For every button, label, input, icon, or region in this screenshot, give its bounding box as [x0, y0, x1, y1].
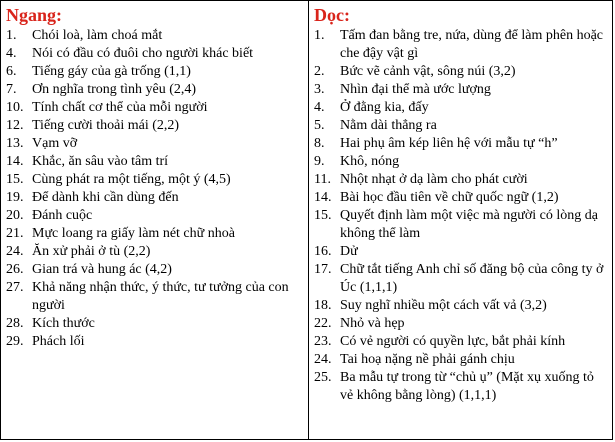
down-clue [314, 297, 609, 315]
across-clue [6, 207, 304, 225]
clue-number: 4. [314, 100, 325, 115]
clue-text: Tấm đan bằng tre, nứa, dùng để làm phên hoặc che đậy vật gì [340, 28, 603, 61]
clue-text: Kích thước [32, 316, 95, 331]
clue-text: Khắc, ăn sâu vào tâm trí [32, 154, 169, 169]
clue-number: 1. [6, 28, 17, 43]
clue-number: 25. [314, 370, 332, 385]
across-clue-list [6, 27, 304, 351]
across-heading: Ngang: [6, 5, 63, 25]
clue-number: 28. [6, 316, 24, 331]
clue-text: Đánh cuộc [32, 208, 93, 223]
clue-text: Chữ tắt tiếng Anh chỉ số đăng bộ của công ty ở Úc (1,1,1) [340, 262, 604, 295]
clue-text: Nằm dài thẳng ra [340, 118, 437, 133]
clue-text: Mực loang ra giấy làm nét chữ nhoà [32, 226, 235, 241]
down-heading: Dọc: [314, 5, 350, 25]
clue-text: Tiếng gáy của gà trống (1,1) [32, 64, 191, 79]
down-clue [314, 99, 609, 117]
clue-text: Tai hoạ nặng nề phải gánh chịu [340, 352, 515, 367]
clue-number: 29. [6, 334, 24, 349]
across-clue [6, 153, 304, 171]
clue-number: 15. [314, 208, 332, 223]
clue-text: Ba mẫu tự trong từ “chủ ụ” (Mặt xụ xuống tỏ vẻ không bằng lòng) (1,1,1) [340, 370, 594, 403]
down-clue [314, 189, 609, 207]
clue-text: Cùng phát ra một tiếng, một ý (4,5) [32, 172, 231, 187]
across-clue [6, 225, 304, 243]
clue-text: Chói loà, làm choá mắt [32, 28, 163, 43]
column-divider [308, 1, 309, 439]
clue-number: 23. [314, 334, 332, 349]
down-clues-column [314, 5, 609, 405]
clue-text: Vạm vỡ [32, 136, 78, 151]
clue-number: 24. [314, 352, 332, 367]
clue-number: 20. [6, 208, 24, 223]
clue-text: Phách lối [32, 334, 85, 349]
across-clue [6, 171, 304, 189]
clue-number: 12. [6, 118, 24, 133]
clue-number: 14. [314, 190, 332, 205]
clue-number: 10. [6, 100, 24, 115]
across-clue [6, 315, 304, 333]
down-clue [314, 207, 609, 243]
across-clue [6, 27, 304, 45]
across-clue [6, 63, 304, 81]
clue-number: 8. [314, 136, 325, 151]
across-clue [6, 117, 304, 135]
clue-text: Nhột nhạt ở dạ làm cho phát cười [340, 172, 528, 187]
clue-number: 4. [6, 46, 17, 61]
clue-text: Tính chất cơ thể của mỗi người [32, 100, 208, 115]
clue-text: Tiếng cười thoải mái (2,2) [32, 118, 180, 133]
across-clue [6, 81, 304, 99]
clue-text: Nhìn đại thể mà ước lượng [340, 82, 491, 97]
clue-text: Khô, nóng [340, 154, 400, 169]
clue-number: 3. [314, 82, 325, 97]
across-clue [6, 261, 304, 279]
clue-text: Ở đằng kia, đấy [340, 100, 429, 115]
clue-number: 22. [314, 316, 332, 331]
down-clue [314, 369, 609, 405]
clue-number: 2. [314, 64, 325, 79]
clue-number: 13. [6, 136, 24, 151]
down-clue [314, 351, 609, 369]
down-clue [314, 333, 609, 351]
across-clue [6, 99, 304, 117]
clue-text: Suy nghĩ nhiều một cách vất vả (3,2) [340, 298, 547, 313]
clue-number: 27. [6, 280, 24, 295]
down-clue [314, 171, 609, 189]
clue-text: Để dành khi cần dùng đến [32, 190, 179, 205]
down-clue [314, 63, 609, 81]
clue-number: 14. [6, 154, 24, 169]
down-clue [314, 135, 609, 153]
clue-text: Có vẻ người có quyền lực, bắt phải kính [340, 334, 566, 349]
clue-text: Bài học đầu tiên về chữ quốc ngữ (1,2) [340, 190, 559, 205]
across-clue [6, 333, 304, 351]
clue-number: 24. [6, 244, 24, 259]
clue-number: 5. [314, 118, 325, 133]
down-clue [314, 153, 609, 171]
across-clue [6, 279, 304, 315]
across-clue [6, 135, 304, 153]
clue-text: Bức vẽ cảnh vật, sông núi (3,2) [340, 64, 516, 79]
clue-number: 19. [6, 190, 24, 205]
down-clue [314, 243, 609, 261]
clue-text: Ơn nghĩa trong tình yêu (2,4) [32, 82, 197, 97]
clue-number: 16. [314, 244, 332, 259]
clue-number: 21. [6, 226, 24, 241]
down-clue [314, 315, 609, 333]
clue-number: 9. [314, 154, 325, 169]
clue-text: Hai phụ âm kép liên hệ với mẫu tự “h” [340, 136, 558, 151]
across-clue [6, 243, 304, 261]
clue-number: 11. [314, 172, 331, 187]
down-clue-list [314, 27, 609, 405]
down-clue [314, 81, 609, 99]
clue-number: 6. [6, 64, 17, 79]
clue-text: Nhỏ và hẹp [340, 316, 405, 331]
down-clue [314, 117, 609, 135]
down-clue [314, 261, 609, 297]
clue-number: 1. [314, 28, 325, 43]
clue-text: Khả năng nhận thức, ý thức, tư tưởng của con người [32, 280, 289, 313]
clue-text: Quyết định làm một việc mà người có lòng dạ không thể làm [340, 208, 598, 241]
clue-text: Gian trá và hung ác (4,2) [32, 262, 172, 277]
clue-number: 15. [6, 172, 24, 187]
across-clue [6, 45, 304, 63]
clue-number: 17. [314, 262, 332, 277]
across-clues-column [6, 5, 304, 351]
clue-text: Ăn xử phải ở tù (2,2) [32, 244, 151, 259]
down-clue [314, 27, 609, 63]
clue-number: 7. [6, 82, 17, 97]
clue-text: Dử [340, 244, 358, 259]
clue-text: Nói có đầu có đuôi cho người khác biết [32, 46, 254, 61]
across-clue [6, 189, 304, 207]
clue-number: 26. [6, 262, 24, 277]
clue-number: 18. [314, 298, 332, 313]
